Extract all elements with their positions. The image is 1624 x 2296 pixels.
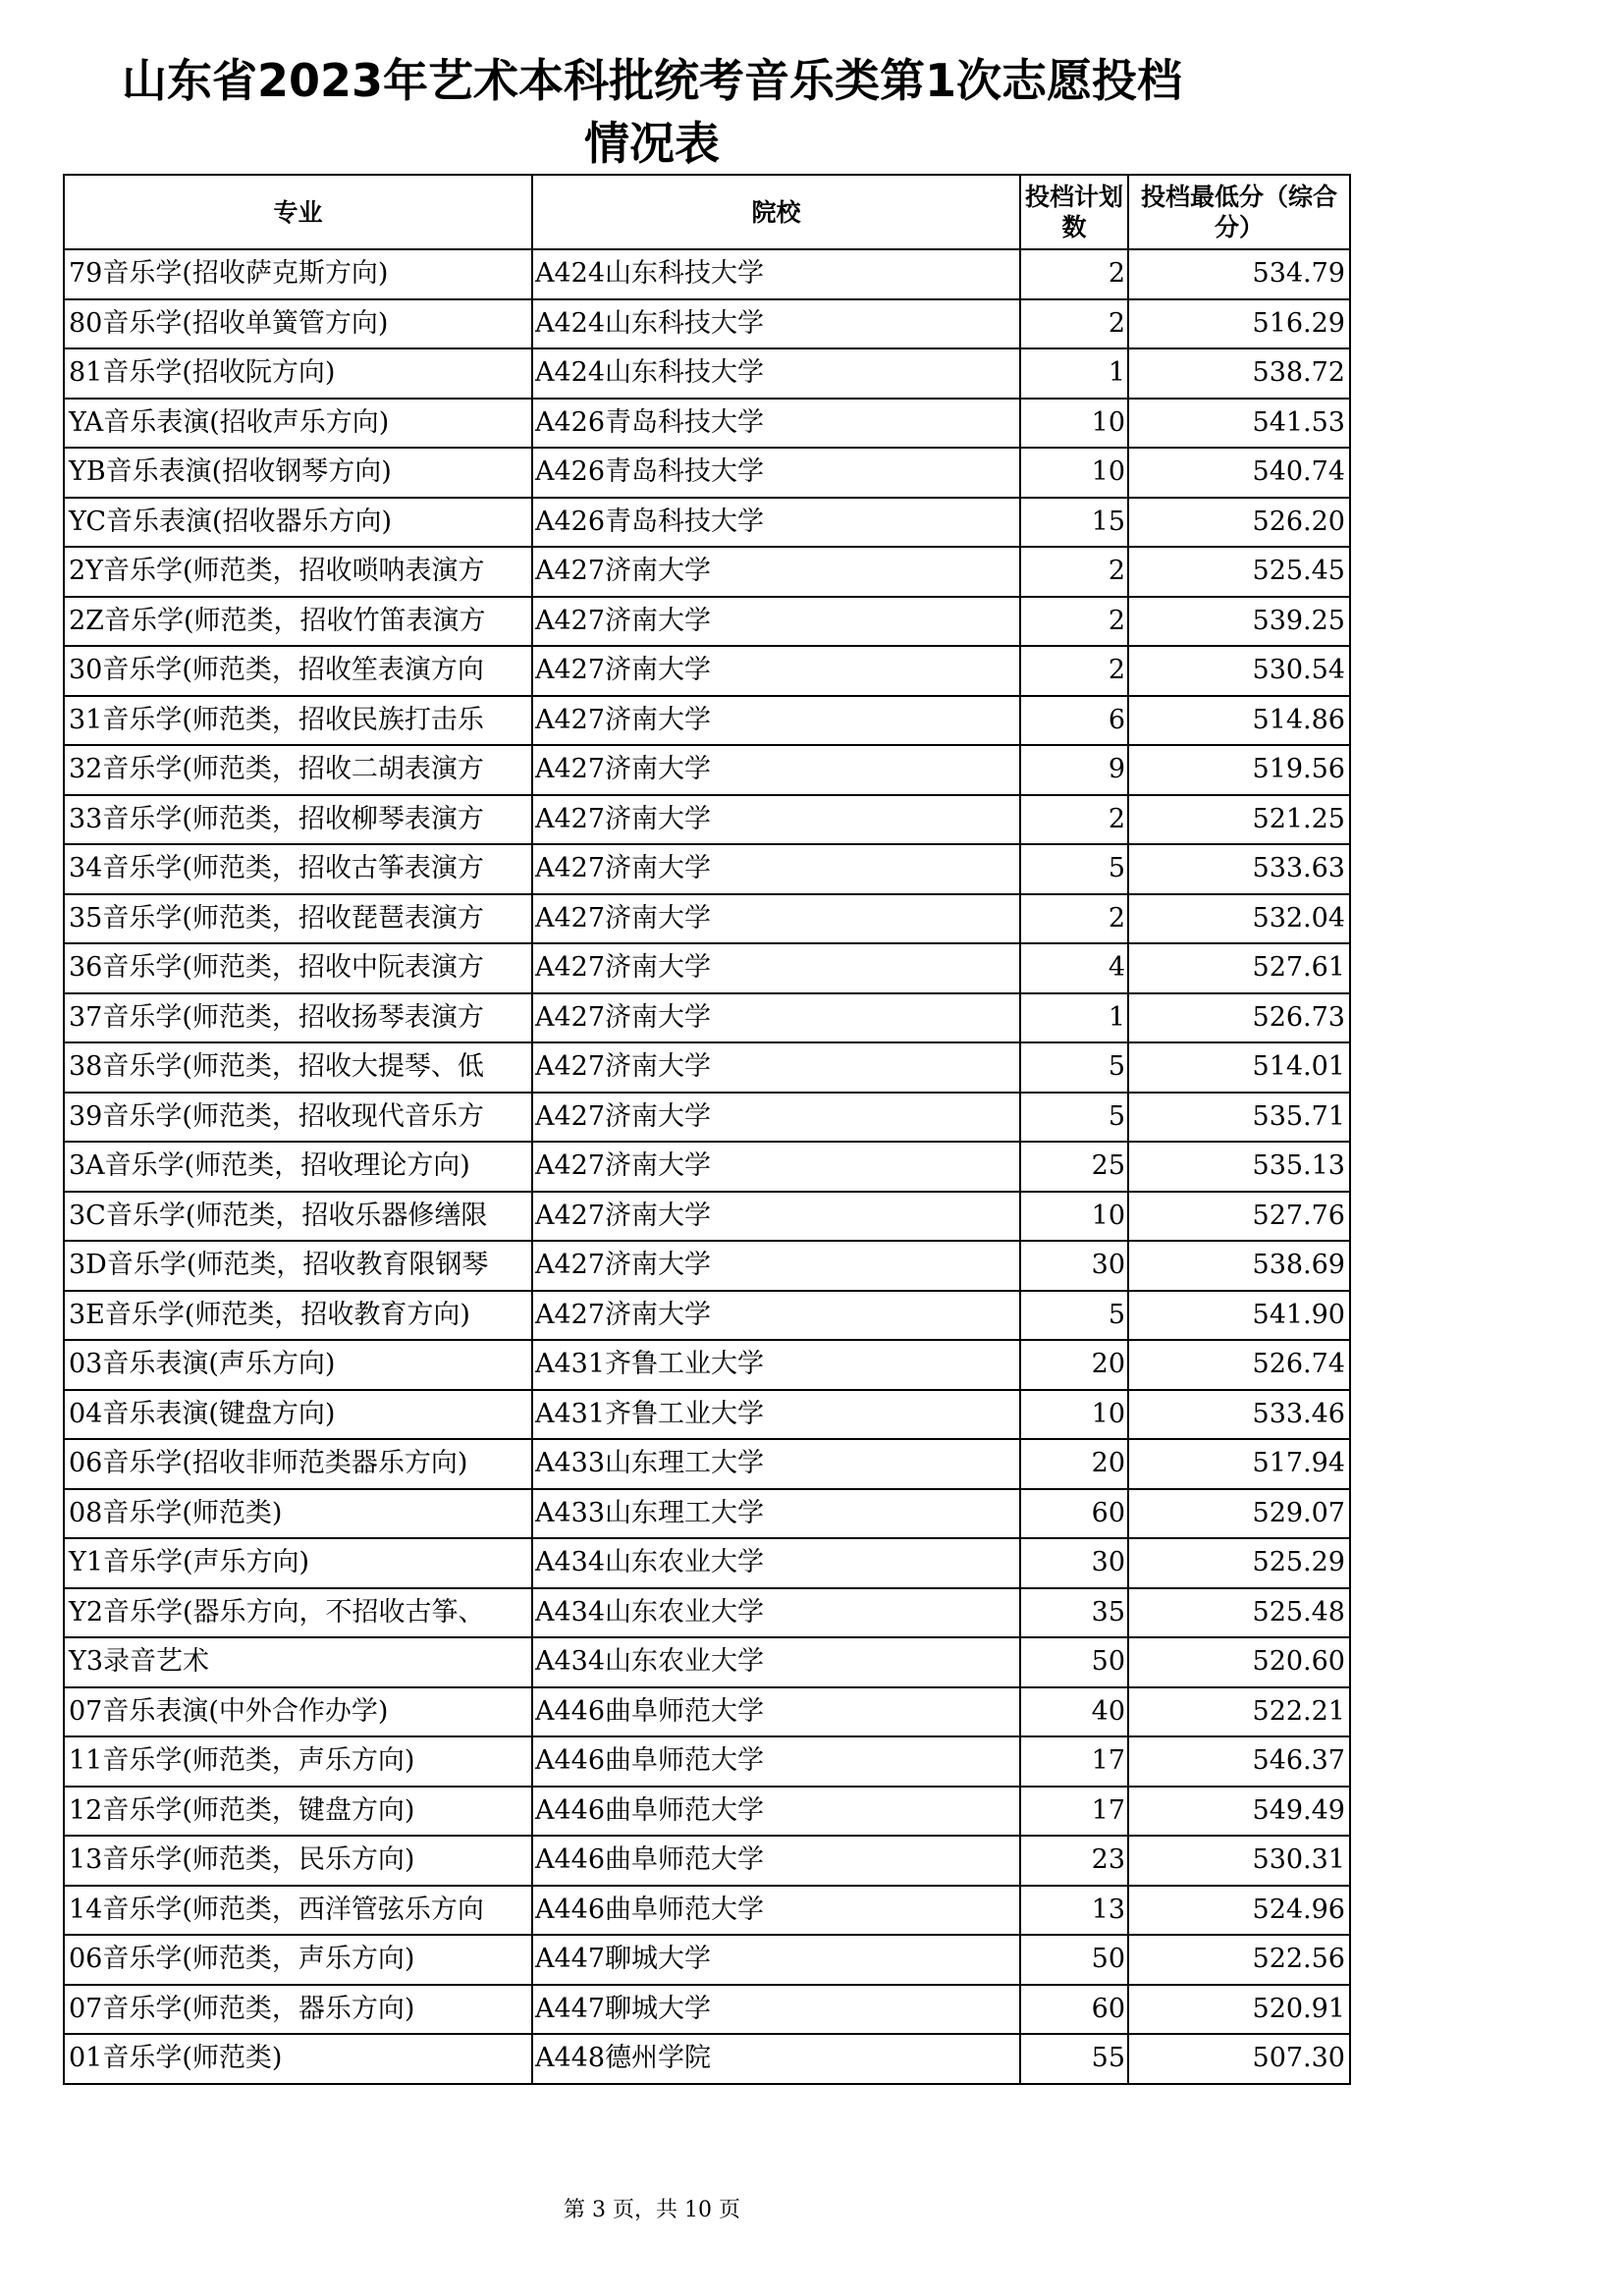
min-score-cell: 525.48 (1128, 1588, 1350, 1638)
table-row (64, 943, 1350, 993)
table-row (64, 597, 1350, 647)
plan-count-cell: 60 (1020, 1489, 1128, 1539)
major-cell: 07音乐表演(中外合作办学) (64, 1687, 532, 1737)
table-row (64, 1439, 1350, 1489)
table-row (64, 498, 1350, 548)
plan-count-cell: 50 (1020, 1935, 1128, 1985)
min-score-cell: 526.73 (1128, 993, 1350, 1043)
table-row (64, 448, 1350, 498)
school-cell: A426青岛科技大学 (532, 498, 1020, 548)
school-cell: A427济南大学 (532, 597, 1020, 647)
min-score-cell: 539.25 (1128, 597, 1350, 647)
major-cell: 3D音乐学(师范类，招收教育限钢琴 (64, 1241, 532, 1291)
school-cell: A424山东科技大学 (532, 249, 1020, 299)
plan-count-cell: 30 (1020, 1538, 1128, 1588)
min-score-cell: 521.25 (1128, 795, 1350, 845)
major-cell: 32音乐学(师范类，招收二胡表演方 (64, 745, 532, 795)
school-cell: A434山东农业大学 (532, 1538, 1020, 1588)
school-cell: A427济南大学 (532, 1042, 1020, 1093)
header-major: 专业 (64, 175, 532, 249)
table-row (64, 1340, 1350, 1390)
school-cell: A446曲阜师范大学 (532, 1886, 1020, 1936)
school-cell: A446曲阜师范大学 (532, 1836, 1020, 1886)
table-row (64, 249, 1350, 299)
major-cell: 07音乐学(师范类，器乐方向) (64, 1985, 532, 2035)
table-row (64, 299, 1350, 349)
table-row (64, 1736, 1350, 1787)
major-cell: 14音乐学(师范类，西洋管弦乐方向 (64, 1886, 532, 1936)
school-cell: A427济南大学 (532, 1142, 1020, 1192)
plan-count-cell: 4 (1020, 943, 1128, 993)
school-cell: A427济南大学 (532, 894, 1020, 944)
plan-count-cell: 10 (1020, 1390, 1128, 1440)
header-plan-count: 投档计划数 (1020, 175, 1128, 249)
min-score-cell: 507.30 (1128, 2034, 1350, 2084)
plan-count-cell: 40 (1020, 1687, 1128, 1737)
school-cell: A427济南大学 (532, 547, 1020, 597)
plan-count-cell: 25 (1020, 1142, 1128, 1192)
min-score-cell: 517.94 (1128, 1439, 1350, 1489)
header-row (64, 175, 1350, 249)
min-score-cell: 541.90 (1128, 1291, 1350, 1341)
major-cell: Y1音乐学(声乐方向) (64, 1538, 532, 1588)
plan-count-cell: 6 (1020, 696, 1128, 746)
admission-table (63, 174, 1351, 2085)
major-cell: 33音乐学(师范类，招收柳琴表演方 (64, 795, 532, 845)
plan-count-cell: 5 (1020, 844, 1128, 894)
plan-count-cell: 55 (1020, 2034, 1128, 2084)
table-row (64, 1142, 1350, 1192)
table-row (64, 745, 1350, 795)
table-row (64, 696, 1350, 746)
major-cell: 38音乐学(师范类，招收大提琴、低 (64, 1042, 532, 1093)
school-cell: A427济南大学 (532, 943, 1020, 993)
plan-count-cell: 20 (1020, 1439, 1128, 1489)
school-cell: A426青岛科技大学 (532, 448, 1020, 498)
school-cell: A446曲阜师范大学 (532, 1787, 1020, 1837)
plan-count-cell: 5 (1020, 1291, 1128, 1341)
header-school: 院校 (532, 175, 1020, 249)
min-score-cell: 540.74 (1128, 448, 1350, 498)
school-cell: A433山东理工大学 (532, 1489, 1020, 1539)
school-cell: A427济南大学 (532, 795, 1020, 845)
table-header (64, 175, 1350, 249)
plan-count-cell: 23 (1020, 1836, 1128, 1886)
school-cell: A427济南大学 (532, 844, 1020, 894)
school-cell: A446曲阜师范大学 (532, 1736, 1020, 1787)
min-score-cell: 527.76 (1128, 1192, 1350, 1242)
school-cell: A447聊城大学 (532, 1935, 1020, 1985)
table-row (64, 1588, 1350, 1638)
table-row (64, 399, 1350, 449)
min-score-cell: 529.07 (1128, 1489, 1350, 1539)
min-score-cell: 532.04 (1128, 894, 1350, 944)
school-cell: A433山东理工大学 (532, 1439, 1020, 1489)
table-row (64, 348, 1350, 399)
min-score-cell: 535.13 (1128, 1142, 1350, 1192)
major-cell: 2Y音乐学(师范类，招收唢呐表演方 (64, 547, 532, 597)
min-score-cell: 527.61 (1128, 943, 1350, 993)
table-row (64, 1687, 1350, 1737)
table-row (64, 894, 1350, 944)
school-cell: A427济南大学 (532, 745, 1020, 795)
table-row (64, 1935, 1350, 1985)
major-cell: 80音乐学(招收单簧管方向) (64, 299, 532, 349)
major-cell: 01音乐学(师范类) (64, 2034, 532, 2084)
plan-count-cell: 1 (1020, 993, 1128, 1043)
major-cell: 06音乐学(师范类，声乐方向) (64, 1935, 532, 1985)
table-row (64, 1985, 1350, 2035)
plan-count-cell: 5 (1020, 1042, 1128, 1093)
major-cell: 3A音乐学(师范类，招收理论方向) (64, 1142, 532, 1192)
school-cell: A427济南大学 (532, 646, 1020, 696)
major-cell: 12音乐学(师范类，键盘方向) (64, 1787, 532, 1837)
table-row (64, 844, 1350, 894)
major-cell: 35音乐学(师范类，招收琵琶表演方 (64, 894, 532, 944)
table-row (64, 1042, 1350, 1093)
document-title-line2: 情况表 (584, 117, 720, 170)
min-score-cell: 534.79 (1128, 249, 1350, 299)
min-score-cell: 519.56 (1128, 745, 1350, 795)
min-score-cell: 526.74 (1128, 1340, 1350, 1390)
plan-count-cell: 2 (1020, 249, 1128, 299)
min-score-cell: 522.56 (1128, 1935, 1350, 1985)
table-row (64, 1886, 1350, 1936)
school-cell: A427济南大学 (532, 1192, 1020, 1242)
school-cell: A434山东农业大学 (532, 1637, 1020, 1687)
min-score-cell: 526.20 (1128, 498, 1350, 548)
school-cell: A427济南大学 (532, 993, 1020, 1043)
table-body (64, 249, 1350, 2084)
plan-count-cell: 50 (1020, 1637, 1128, 1687)
school-cell: A447聊城大学 (532, 1985, 1020, 2035)
plan-count-cell: 2 (1020, 597, 1128, 647)
major-cell: YB音乐表演(招收钢琴方向) (64, 448, 532, 498)
major-cell: 81音乐学(招收阮方向) (64, 348, 532, 399)
major-cell: Y2音乐学(器乐方向，不招收古筝、 (64, 1588, 532, 1638)
major-cell: 31音乐学(师范类，招收民族打击乐 (64, 696, 532, 746)
plan-count-cell: 2 (1020, 795, 1128, 845)
min-score-cell: 538.69 (1128, 1241, 1350, 1291)
major-cell: 06音乐学(招收非师范类器乐方向) (64, 1439, 532, 1489)
table-row (64, 2034, 1350, 2084)
school-cell: A448德州学院 (532, 2034, 1020, 2084)
major-cell: YC音乐表演(招收器乐方向) (64, 498, 532, 548)
table-row (64, 993, 1350, 1043)
major-cell: 13音乐学(师范类，民乐方向) (64, 1836, 532, 1886)
min-score-cell: 549.49 (1128, 1787, 1350, 1837)
min-score-cell: 525.45 (1128, 547, 1350, 597)
plan-count-cell: 1 (1020, 348, 1128, 399)
school-cell: A427济南大学 (532, 1093, 1020, 1143)
major-cell: 04音乐表演(键盘方向) (64, 1390, 532, 1440)
school-cell: A427济南大学 (532, 696, 1020, 746)
major-cell: 36音乐学(师范类，招收中阮表演方 (64, 943, 532, 993)
plan-count-cell: 35 (1020, 1588, 1128, 1638)
school-cell: A434山东农业大学 (532, 1588, 1020, 1638)
document-title-line1: 山东省2023年艺术本科批统考音乐类第1次志愿投档 (121, 54, 1183, 107)
table-row (64, 1093, 1350, 1143)
min-score-cell: 546.37 (1128, 1736, 1350, 1787)
table-row (64, 547, 1350, 597)
table-row (64, 1787, 1350, 1837)
major-cell: 34音乐学(师范类，招收古筝表演方 (64, 844, 532, 894)
min-score-cell: 525.29 (1128, 1538, 1350, 1588)
major-cell: 08音乐学(师范类) (64, 1489, 532, 1539)
school-cell: A431齐鲁工业大学 (532, 1390, 1020, 1440)
table-row (64, 1241, 1350, 1291)
plan-count-cell: 10 (1020, 399, 1128, 449)
major-cell: 11音乐学(师范类，声乐方向) (64, 1736, 532, 1787)
school-cell: A424山东科技大学 (532, 299, 1020, 349)
plan-count-cell: 17 (1020, 1787, 1128, 1837)
plan-count-cell: 2 (1020, 547, 1128, 597)
page-footer: 第 3 页，共 10 页 (564, 2198, 740, 2222)
major-cell: 2Z音乐学(师范类，招收竹笛表演方 (64, 597, 532, 647)
min-score-cell: 530.54 (1128, 646, 1350, 696)
min-score-cell: 514.86 (1128, 696, 1350, 746)
major-cell: Y3录音艺术 (64, 1637, 532, 1687)
table-row (64, 1637, 1350, 1687)
major-cell: 79音乐学(招收萨克斯方向) (64, 249, 532, 299)
min-score-cell: 541.53 (1128, 399, 1350, 449)
table-row (64, 1538, 1350, 1588)
plan-count-cell: 5 (1020, 1093, 1128, 1143)
plan-count-cell: 30 (1020, 1241, 1128, 1291)
school-cell: A427济南大学 (532, 1241, 1020, 1291)
min-score-cell: 533.46 (1128, 1390, 1350, 1440)
plan-count-cell: 9 (1020, 745, 1128, 795)
table-row (64, 795, 1350, 845)
school-cell: A424山东科技大学 (532, 348, 1020, 399)
min-score-cell: 533.63 (1128, 844, 1350, 894)
plan-count-cell: 10 (1020, 1192, 1128, 1242)
plan-count-cell: 2 (1020, 299, 1128, 349)
min-score-cell: 524.96 (1128, 1886, 1350, 1936)
table-row (64, 1489, 1350, 1539)
school-cell: A427济南大学 (532, 1291, 1020, 1341)
major-cell: 3C音乐学(师范类，招收乐器修缮限 (64, 1192, 532, 1242)
min-score-cell: 516.29 (1128, 299, 1350, 349)
plan-count-cell: 15 (1020, 498, 1128, 548)
table-row (64, 646, 1350, 696)
major-cell: 39音乐学(师范类，招收现代音乐方 (64, 1093, 532, 1143)
major-cell: 03音乐表演(声乐方向) (64, 1340, 532, 1390)
major-cell: 3E音乐学(师范类，招收教育方向) (64, 1291, 532, 1341)
min-score-cell: 538.72 (1128, 348, 1350, 399)
major-cell: YA音乐表演(招收声乐方向) (64, 399, 532, 449)
table-row (64, 1836, 1350, 1886)
school-cell: A426青岛科技大学 (532, 399, 1020, 449)
plan-count-cell: 17 (1020, 1736, 1128, 1787)
plan-count-cell: 2 (1020, 646, 1128, 696)
plan-count-cell: 60 (1020, 1985, 1128, 2035)
table-row (64, 1192, 1350, 1242)
major-cell: 37音乐学(师范类，招收扬琴表演方 (64, 993, 532, 1043)
min-score-cell: 514.01 (1128, 1042, 1350, 1093)
school-cell: A446曲阜师范大学 (532, 1687, 1020, 1737)
plan-count-cell: 10 (1020, 448, 1128, 498)
plan-count-cell: 20 (1020, 1340, 1128, 1390)
school-cell: A431齐鲁工业大学 (532, 1340, 1020, 1390)
table-row (64, 1390, 1350, 1440)
min-score-cell: 520.91 (1128, 1985, 1350, 2035)
min-score-cell: 522.21 (1128, 1687, 1350, 1737)
major-cell: 30音乐学(师范类，招收笙表演方向 (64, 646, 532, 696)
header-min-score: 投档最低分（综合分） (1128, 175, 1350, 249)
min-score-cell: 530.31 (1128, 1836, 1350, 1886)
table-row (64, 1291, 1350, 1341)
min-score-cell: 520.60 (1128, 1637, 1350, 1687)
plan-count-cell: 2 (1020, 894, 1128, 944)
min-score-cell: 535.71 (1128, 1093, 1350, 1143)
plan-count-cell: 13 (1020, 1886, 1128, 1936)
